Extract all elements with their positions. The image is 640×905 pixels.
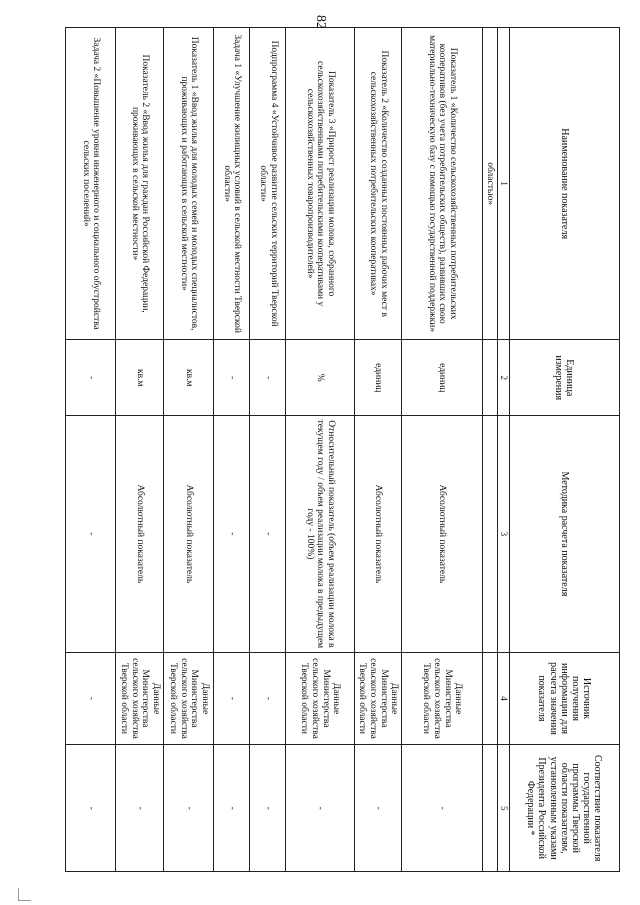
indicator-name: Показатель 2 «Ввод жилья для граждан Российской Федерации, проживающих в сельской местности» [116,28,164,340]
indicator-name: Задача 2 «Повышение уровня инженерного и социального обустройства сельских поселений» [66,28,116,340]
compliance-cell: - [163,745,213,872]
indicator-name: областью» [482,28,498,340]
compliance-cell: - [214,745,250,872]
indicator-name: Показатель 1 «Ввод жилья для молодых семей и молодых специалистов, проживающих и работающих в сельской местности» [163,28,213,340]
column-number: 5 [498,745,509,872]
method-cell: Абсолютный показатель [116,416,164,652]
indicator-name: Показатель 2 «Количество созданных постоянных рабочих мест в сельскохозяйственных потребительских кооперативах» [354,28,402,340]
compliance-cell: - [402,745,482,872]
method-cell [482,416,498,652]
header-cell: Единица измерения [509,340,619,416]
table-row [482,28,498,872]
column-number: 4 [498,652,509,745]
source-cell [482,652,498,745]
header-cell: Наименование показателя [509,28,619,340]
source-cell: - [214,652,250,745]
source-cell: Данные Министерства сельского хозяйства Тверской области [354,652,402,745]
table-row [163,28,213,872]
corner-mark [18,888,31,901]
unit-cell [482,340,498,416]
compliance-cell: - [116,745,164,872]
source-cell: Данные Министерства сельского хозяйства Тверской области [116,652,164,745]
unit-cell: - [214,340,250,416]
method-cell: Абсолютный показатель [354,416,402,652]
header-cell: Методика расчета показателя [509,416,619,652]
unit-cell: % [286,340,354,416]
compliance-cell: - [286,745,354,872]
rotated-table-wrapper [65,27,620,872]
method-cell: Относительный показатель (объем реализации молока в текущем году / объем реализации молока в предыдущем году - 100%) [286,416,354,652]
compliance-cell [482,745,498,872]
unit-cell: кв.м [163,340,213,416]
source-cell: - [66,652,116,745]
method-cell: - [214,416,250,652]
compliance-cell: - [250,745,286,872]
unit-cell: кв.м [116,340,164,416]
table-row [402,28,482,872]
table-row [116,28,164,872]
table-row [66,28,116,872]
header-cell: Соответствие показателя государственной программы Тверской области показателям, установленным указами Президента Российской Федерации * [509,745,619,872]
unit-cell: единиц [402,340,482,416]
unit-cell: - [66,340,116,416]
table-row [286,28,354,872]
table-row [250,28,286,872]
indicator-name: Показатель 1 «Количество сельскохозяйственных потребительских кооперативов (без учета потребительских обществ), развивших свою материально-техническую базу с помощью государственной поддержки» [402,28,482,340]
unit-cell: - [250,340,286,416]
method-cell: - [250,416,286,652]
source-cell: Данные Министерства сельского хозяйства Тверской области [286,652,354,745]
indicator-name: Подпрограмма 4 «Устойчивое развитие сельских территорий Тверской области» [250,28,286,340]
source-cell: - [250,652,286,745]
header-cell: Источник получения информации для расчета значения показателя [509,652,619,745]
indicator-name: Показатель 3 «Прирост реализации молока, собранного сельскохозяйственными потребительскими кооперативами у сельскохозяйственных товаропроизводителей» [286,28,354,340]
unit-cell: единиц [354,340,402,416]
page-number: 82 [313,15,328,29]
source-cell: Данные Министерства сельского хозяйства Тверской области [402,652,482,745]
table-row [354,28,402,872]
method-cell: Абсолютный показатель [163,416,213,652]
column-number: 3 [498,416,509,652]
table-row [214,28,250,872]
indicator-table [65,27,620,872]
compliance-cell: - [354,745,402,872]
column-number-row [498,28,509,872]
method-cell: - [66,416,116,652]
method-cell: Абсолютный показатель [402,416,482,652]
column-number: 1 [498,28,509,340]
header-row [509,28,619,872]
compliance-cell: - [66,745,116,872]
indicator-name: Задача 1 «Улучшение жилищных условий в сельской местности Тверской области» [214,28,250,340]
column-number: 2 [498,340,509,416]
source-cell: Данные Министерства сельского хозяйства Тверской области [163,652,213,745]
